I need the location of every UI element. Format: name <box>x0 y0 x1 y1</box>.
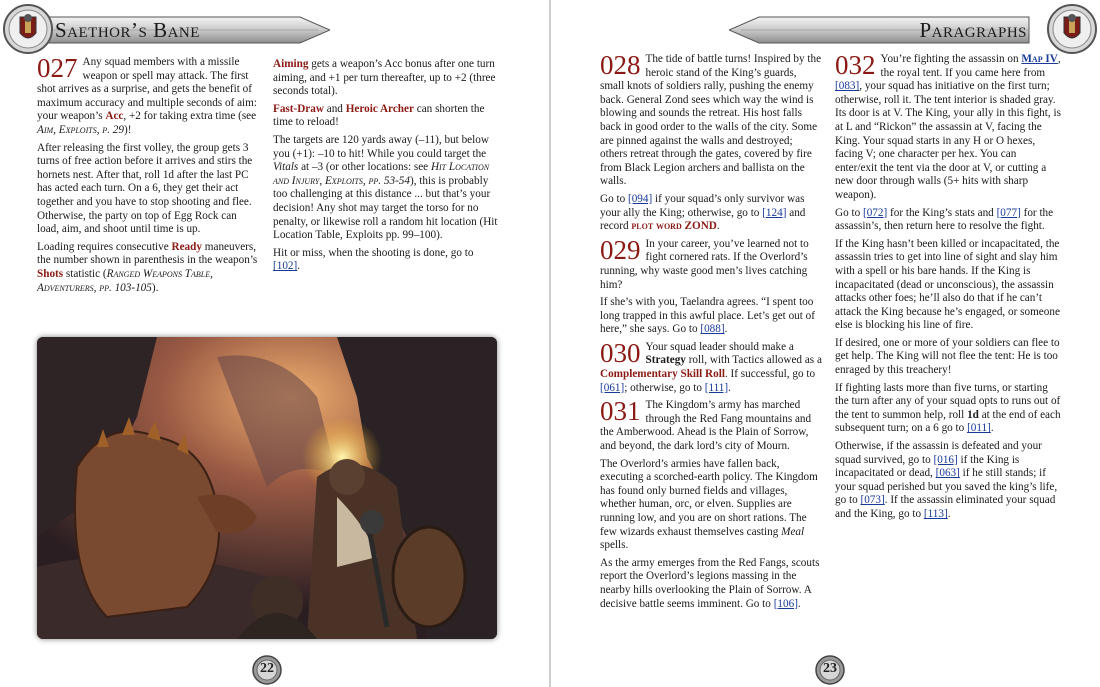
paragraph-number: 029 <box>600 234 641 265</box>
paragraph-032 <box>835 50 1061 203</box>
link-063[interactable]: [063] <box>935 467 960 480</box>
paragraph <box>600 557 822 611</box>
text: if your squad’s only survivor was your ally the King; otherwise, go to <box>600 192 805 219</box>
link-113[interactable]: [113] <box>923 508 948 520</box>
keyword-complementary-skill-roll: Complementary Skill Roll <box>600 368 725 381</box>
text: at –3 (or other locations: see <box>298 161 431 174</box>
text: Hit or miss, when the shooting is done, go to <box>273 246 474 259</box>
text: , your squad has initiative on the first turn; otherwise, roll it. The tent interior is shaded gray. Its door is at V. The King, your ally in this fight, is at L and “Rickon” the assassin at V, facing the King. Your squad starts in any H or O hexes, facing V; one character per hex. You can enter/exit the tent via the door at V, or cutting a new door through walls (5+ hits with sharp weapon). <box>835 80 1061 201</box>
paragraph-030 <box>600 337 822 395</box>
text: for the King’s stats and <box>887 206 997 219</box>
paragraph: If the King hasn’t been killed or incapacitated, the assassin tries to get into line of sight and slay him with a spell or his bare hands. If the King is incapacitated (dead or unconscious), the assassin attacks other foes; he’ll also do that if he can’t attack the King because he’s engaged, or someone else is blocking his line of fire. <box>835 237 1060 332</box>
header-title: Paragraphs <box>919 18 1027 42</box>
knight-shield-emblem-icon <box>2 3 54 55</box>
paragraph <box>835 382 1061 436</box>
keyword-ready: Ready <box>171 240 202 253</box>
text: ). <box>151 281 159 294</box>
text: . If the assassin eliminated your squad and the King, go to <box>835 494 1056 520</box>
paragraph-number: 031 <box>600 396 641 427</box>
header-title: Saethor’s Bane <box>55 18 200 42</box>
paragraph-number: 032 <box>835 50 876 80</box>
dice-1d: 1d <box>967 408 979 421</box>
text: at the end of each subsequent turn; on a 6 go to <box>835 408 1061 435</box>
text: , the royal tent. If you came here from <box>880 53 1061 79</box>
link-072[interactable]: [072] <box>862 206 888 219</box>
page-number: 23 <box>823 661 837 676</box>
text: . <box>724 323 728 336</box>
left-page <box>0 0 549 687</box>
knight-shield-emblem-icon <box>1046 3 1098 55</box>
link-011[interactable]: [011] <box>967 422 991 435</box>
right-column-2 <box>835 50 1061 526</box>
text: The Kingdom’s army has marched through the Red Fang mountains and the Amberwood. Ahead is the Plain of Sorrow, and beyond, the dark lord’s city of Mourn. <box>600 399 812 453</box>
paragraph <box>273 247 499 274</box>
text: , +2 for taking extra time (see <box>123 110 257 123</box>
text: roll, with Tactics allowed as a <box>685 354 822 367</box>
paragraph-number: 028 <box>600 50 641 80</box>
paragraph-number: 027 <box>37 53 78 83</box>
text: gets a weapon’s Acc bonus after one turn aiming, and +1 per turn thereafter, up to +2 (three seconds total). <box>273 58 496 98</box>
text: If fighting lasts more than five turns, or starting the turn after any of your squad opts to runs out of the tent to summon help, roll <box>835 381 1061 421</box>
text: ; otherwise, go to <box>624 381 705 394</box>
text: ), this is probably too challenging at this distance ... but that’s your decision! Any shot may target the torso for no penalty, or likewise roll a random hit location (Hit Location Table, Exploits pp. 99–100). <box>273 174 498 242</box>
paragraph <box>273 103 499 130</box>
text: if the King is incapacitated or dead, <box>835 453 1020 480</box>
text: statistic ( <box>63 267 107 280</box>
plot-word-label: plot word <box>631 220 682 233</box>
paragraph <box>600 458 822 553</box>
link-094[interactable]: [094] <box>627 192 653 205</box>
text: The tide of battle turns! Inspired by the heroic stand of the King’s guards, small knots of soldiers rally, pushing the enemy back. General Zond sees which way the wind is blowing and sounds the retreat. His host falls back in good order to the walls of the city. Some are pinned against the walls and destroyed; others retreat through the gates, covered by fire from Black Legion archers and ballista on the walls. <box>600 53 822 188</box>
text: . If successful, go to <box>724 368 816 381</box>
paragraph <box>835 207 1061 234</box>
left-column-2 <box>273 58 499 278</box>
keyword-shots: Shots <box>37 267 64 280</box>
text: . <box>947 508 951 520</box>
text: Go to <box>600 192 628 205</box>
paragraph <box>273 58 499 99</box>
plot-word-zond: ZOND <box>681 220 717 233</box>
text: Loading requires consecutive <box>37 240 172 253</box>
left-column-1 <box>37 53 258 299</box>
link-083[interactable]: [083] <box>835 80 860 93</box>
text: The Overlord’s armies have fallen back, executing a scorched-earth policy. The Kingdom has found only burned fields and villages, whether human, orc, or elven. Supplies are running low, and you are on short rations. The few wizards exhaust themselves casting <box>600 457 818 538</box>
keyword-fast-draw: Fast-Draw <box>273 102 324 115</box>
paragraph: If desired, one or more of your soldiers can flee to get help. The King will not flee the tent: He is too enraged by this treachery! <box>835 336 1060 377</box>
paragraph <box>600 193 822 234</box>
text: Any squad members with a missile weapon or spell may attack. The first shot arrives as a surprise, and gets the benefit of maximum accuracy and multiple seconds of aim: your weapon’s <box>37 56 257 123</box>
text: Go to <box>835 206 863 219</box>
keyword-strategy: Strategy <box>645 354 686 367</box>
link-077[interactable]: [077] <box>996 206 1021 219</box>
link-111[interactable]: [111] <box>704 381 729 394</box>
keyword-heroic-archer: Heroic Archer <box>345 102 414 115</box>
meal: Meal <box>781 525 805 538</box>
paragraph <box>835 440 1061 522</box>
paragraph-027 <box>37 53 258 138</box>
illustration-image <box>37 337 497 639</box>
link-124[interactable]: [124] <box>762 206 787 219</box>
link-061[interactable]: [061] <box>600 381 625 394</box>
right-page <box>551 0 1100 687</box>
vitals: Vitals <box>273 161 299 174</box>
reference: Aim, Exploits, p. 29 <box>37 123 124 136</box>
map-iv-link[interactable]: Map IV <box>1021 53 1058 65</box>
text: if he still stands; if your squad perished but you saved the king’s life, go to <box>835 467 1058 507</box>
paragraph-028 <box>600 50 822 189</box>
link-073[interactable]: [073] <box>860 494 885 507</box>
text: )! <box>123 123 132 136</box>
paragraph: After releasing the first volley, the group gets 3 turns of free action before it arrives and stirs the hornets nest. After that, roll 1d after the last PC has acted each turn. On a 6, they get their act together and you have to stop shooting and flee. Otherwise, the party on top of Egg Rock can load, aim, and shoot until time is up. <box>37 141 253 236</box>
text: . <box>990 422 994 435</box>
keyword-aiming: Aiming <box>273 58 309 70</box>
paragraph <box>600 296 822 337</box>
text: spells. <box>600 539 629 552</box>
keyword-acc: Acc <box>105 110 124 123</box>
paragraph <box>273 134 499 243</box>
link-106[interactable]: [106] <box>773 597 798 610</box>
text: . <box>716 220 720 233</box>
text: In your career, you’ve learned not to fight cornered rats. If the Overlord’s running, why waste good men’s lives catching him? <box>600 237 809 291</box>
text: The targets are 120 yards away (–11), but below you (+1): –10 to hit! While you could target the <box>273 133 489 160</box>
text: Otherwise, if the assassin is defeated and your squad survived, go to <box>835 440 1042 466</box>
page-number: 22 <box>260 661 274 676</box>
paragraph-031 <box>600 396 822 453</box>
link-102[interactable]: [102] <box>273 260 298 273</box>
text: . <box>797 597 801 610</box>
text: . <box>728 381 731 394</box>
text: and record <box>600 206 806 233</box>
page-number-badge <box>815 655 845 685</box>
right-column-1 <box>600 50 822 615</box>
text: and <box>323 102 346 115</box>
text: If she’s with you, Taelandra agrees. “I spent too long trapped in this awful place. Let’s get out of here,” she says. Go to <box>600 296 815 336</box>
reference: Hit Location and Injury, Exploits, pp. 53-54 <box>273 161 490 187</box>
right-header-banner <box>729 13 1049 47</box>
text: You’re fighting the assassin on <box>880 53 1022 65</box>
text: Your squad leader should make a <box>645 340 794 353</box>
link-016[interactable]: [016] <box>933 453 958 466</box>
text: maneuvers, the number shown in parenthesis in the weapon’s <box>37 240 258 267</box>
page-number-badge <box>252 655 282 685</box>
text: As the army emerges from the Red Fangs, scouts report the Overlord’s legions massing in the nearby hills overlooking the Plain of Sorrow. A decisive battle seems imminent. Go to <box>600 556 820 610</box>
text: can shorten the time to reload! <box>273 102 485 129</box>
text: . <box>297 260 301 273</box>
paragraph-029 <box>600 234 822 292</box>
paragraph-number: 030 <box>600 337 641 368</box>
link-088[interactable]: [088] <box>700 323 725 336</box>
text: for the assassin’s, then return here to resolve the fight. <box>835 206 1054 233</box>
reference: Ranged Weapons Table, Adventurers, pp. 103-105 <box>37 267 213 294</box>
battle-illustration <box>37 337 497 639</box>
paragraph <box>37 241 258 295</box>
